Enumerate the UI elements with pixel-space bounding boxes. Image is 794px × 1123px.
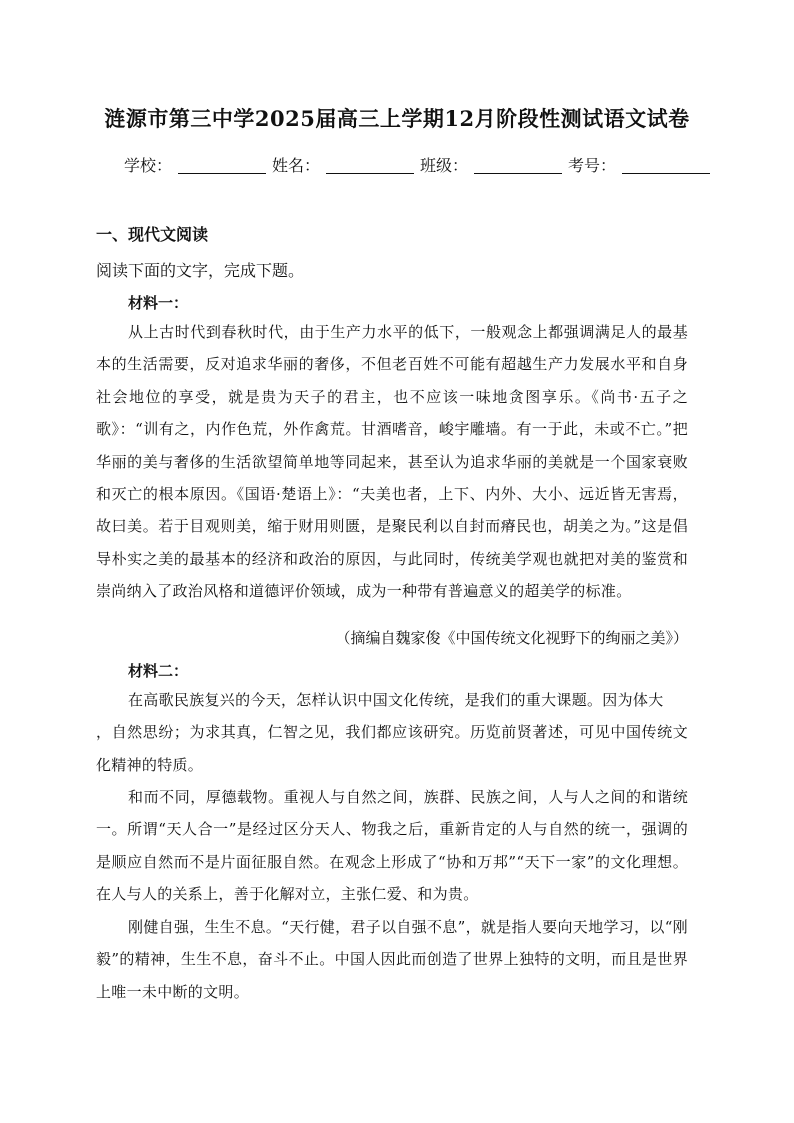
- class-blank[interactable]: [474, 157, 562, 174]
- material2-paragraph-1: [96, 684, 688, 781]
- section-heading: 一、现代文阅读: [96, 225, 209, 244]
- material2-paragraph-2: 和而不同，厚德载物。重视人与自然之间，族群、民族之间，人与人之间的和谐统一。所谓“天人合一”是经过区分天人、物我之后，重新肯定的人与自然的统一，强调的是顺应自然而不是片面征服自然。在观念上形成了“协和万邦”“天下一家”的文化理想。在人与人的关系上，善于化解对立，主张仁爱、和为贵。: [96, 788, 688, 904]
- number-label: 考号：: [568, 156, 617, 175]
- number-blank[interactable]: [622, 157, 710, 174]
- class-label: 班级：: [420, 156, 469, 175]
- name-blank[interactable]: [326, 157, 414, 174]
- material1-label: 材料一：: [128, 294, 189, 312]
- material2-label: 材料二：: [128, 662, 189, 680]
- material2-paragraph-1a: 在高歌民族复兴的今天，怎样认识中国文化传统，是我们的重大课题。因为体大: [128, 691, 664, 709]
- material1-text: 从上古时代到春秋时代，由于生产力水平的低下，一般观念上都强调满足人的最基本的生活需要，反对追求华丽的奢侈，不但老百姓不可能有超越生产力发展水平和自身社会地位的享受，就是贵为天子的君主，也不应该一味地贪图享乐。《尚书·五子之歌》：“训有之，内作色荒，外作禽荒。甘酒嗜音，峻宇雕墙。有一于此，未或不亡。”把华丽的美与奢侈的生活欲望简单地等同起来，甚至认为追求华丽的美就是一个国家衰败和灭亡的根本原因。《国语·楚语上》：“夫美也者，上下、内外、大小、远近皆无害焉，故曰美。若于目观则美，缩于财用则匮，是聚民利以自封而瘠民也，胡美之为。”这是倡导朴实之美的最基本的经济和政治的原因，与此同时，传统美学观也就把对美的鉴赏和崇尚纳入了政治风格和道德评价领域，成为一种带有普遍意义的超美学的标准。: [96, 323, 688, 601]
- school-blank[interactable]: [178, 157, 266, 174]
- material2-paragraph-1b: ，自然思纷；为求其真，仁智之见，我们都应该研究。历览前贤著述，可见中国传统文化精神的特质。: [96, 723, 688, 774]
- name-label: 姓名：: [272, 156, 321, 175]
- school-label: 学校：: [124, 156, 173, 175]
- section-instruction: 阅读下面的文字，完成下题。: [96, 261, 305, 280]
- exam-title: 涟源市第三中学2025届高三上学期12月阶段性测试语文试卷: [104, 106, 690, 131]
- material1-source: （摘编自魏家俊《中国传统文化视野下的绚丽之美》）: [335, 629, 688, 647]
- student-info-row: [124, 153, 716, 176]
- material2-paragraph-3: 刚健自强，生生不息。“天行健，君子以自强不息”，就是指人要向天地学习，以“刚毅”的精神，生生不息，奋斗不止。中国人因此而创造了世界上独特的文明，而且是世界上唯一未中断的文明。: [96, 918, 688, 1001]
